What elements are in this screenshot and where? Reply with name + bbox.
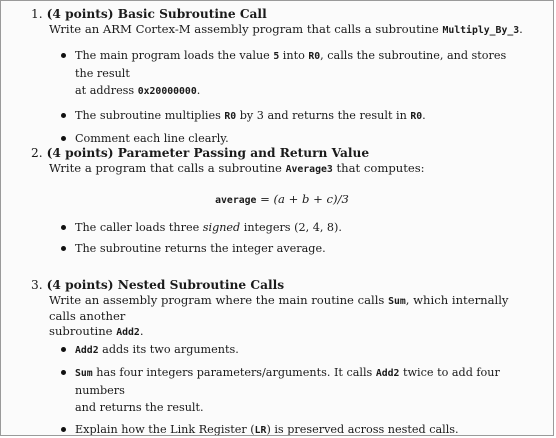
list-item — [61, 421, 523, 436]
problem-number: 2. — [31, 146, 43, 160]
text: Write an assembly program where the main routine calls — [49, 293, 389, 307]
text: . — [422, 109, 426, 122]
text: . — [196, 84, 201, 97]
text: , which internally calls another — [49, 293, 509, 323]
problem-2-intro — [49, 161, 533, 177]
list-item — [61, 130, 523, 147]
intro-end: that computes: — [332, 161, 425, 175]
equation-lhs: average — [215, 195, 257, 206]
code: Add2 — [75, 345, 99, 356]
code: Add2 — [375, 368, 400, 379]
problem-3 — [31, 278, 533, 436]
code: R0 — [308, 51, 321, 62]
subroutine-name: Multiply_By_3 — [442, 25, 520, 36]
intro-text: Write an ARM Cortex-M assembly program that calls a subroutine — [49, 22, 443, 36]
text: ) is preserved across nested calls. — [266, 423, 459, 436]
list-item — [61, 47, 523, 100]
subroutine-name: Average3 — [285, 164, 333, 175]
code: 0x20000000 — [137, 86, 197, 97]
text: . — [139, 324, 144, 338]
text: The main program loads the value — [75, 49, 274, 62]
problem-3-bullets — [61, 341, 523, 436]
text: , calls the subroutine, and stores the result — [75, 49, 507, 80]
text: twice to add four numbers — [75, 366, 500, 397]
text: has four integers parameters/arguments. It calls — [92, 366, 376, 379]
code: Sum — [388, 296, 406, 307]
problem-1-bullets — [61, 47, 523, 147]
code: 5 — [273, 51, 280, 62]
problem-1-intro — [49, 22, 533, 38]
text: The subroutine multiplies — [75, 109, 225, 122]
text: at address — [75, 84, 138, 97]
problem-3-intro — [49, 293, 533, 340]
text: by 3 and returns the result in — [236, 109, 411, 122]
problem-title: (4 points) Parameter Passing and Return Value — [46, 146, 370, 160]
text: The subroutine returns the integer average. — [75, 242, 326, 255]
problem-1 — [31, 7, 533, 145]
list-item — [61, 107, 523, 125]
text: and returns the result. — [75, 401, 204, 414]
list-item — [61, 219, 523, 236]
problem-number: 1. — [31, 7, 43, 21]
text: Explain how the Link Register ( — [75, 423, 255, 436]
list-item — [61, 364, 523, 416]
problem-2-heading — [31, 146, 533, 161]
intro-text: Write a program that calls a subroutine — [49, 161, 286, 175]
text: The caller loads three — [75, 221, 203, 234]
text: into — [279, 49, 309, 62]
equation-rhs: = (a + b + c)/3 — [260, 192, 349, 206]
text: Comment each line clearly. — [75, 132, 229, 145]
list-item — [61, 341, 523, 359]
intro-end: . — [519, 22, 523, 36]
text: subroutine — [49, 324, 117, 338]
text: integers (2, 4, 8). — [240, 221, 342, 234]
problem-2-bullets — [61, 219, 523, 257]
problem-2 — [31, 146, 533, 255]
code: R0 — [224, 111, 237, 122]
list-item — [61, 240, 523, 257]
code: Add2 — [116, 327, 140, 338]
problem-title: (4 points) Basic Subroutine Call — [46, 7, 267, 21]
code: R0 — [410, 111, 423, 122]
code: LR — [254, 425, 267, 436]
problem-1-heading — [31, 7, 533, 22]
average-equation — [31, 192, 533, 206]
text: adds its two arguments. — [98, 343, 239, 356]
code: Sum — [75, 368, 93, 379]
problem-3-heading — [31, 278, 533, 293]
problem-number: 3. — [31, 278, 43, 292]
emphasis: signed — [202, 221, 241, 234]
problem-title: (4 points) Nested Subroutine Calls — [46, 278, 285, 292]
